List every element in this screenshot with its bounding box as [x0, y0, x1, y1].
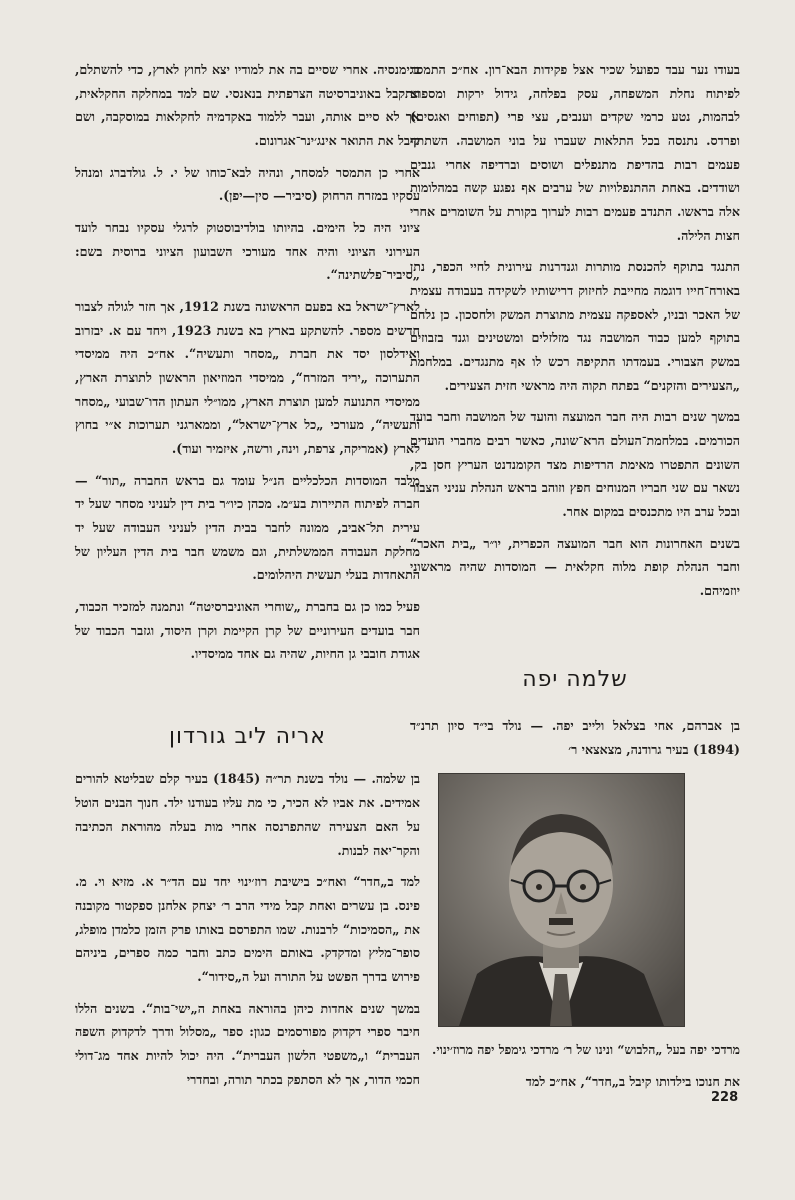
paragraph: התנגד בתוקף להכנסת מותרות וגנדרנות עירונית לחיי הכפר, נתן באורח־חייו דוגמה מחייבת לחיזוק דרישותיו לשקידה בעבודה עצמית של האכר ובניו, לאספקה עצמית מתוצרת המשק ולחסכון. כן נלחם בתוקף למען כבוד המושבה נגד מזלזלים ומשטינים וגנד בזבוזים במשק הצבורי. בעמדתו התקיפה רכש לו אף מתנגדים. במלחמת „הצעירים והזקנים“ בפתח תקוה היה מראשי חזית הצעירים.: [410, 259, 740, 393]
paragraph: למד ב„חדר“ ואח״כ בישיבת רוז׳ינוי יחד עם הד״ר א. מזיא וי. מ. פינס. בן עשרים ואחת קבל מידי הרב ר׳ יצחק אלחנן ספקטור מקובנה את „הסמיכות“ לרבנות. שמו התפרסם באותו פרק הזמן כלמדן מופלג, סופר־מליץ ומדקדק. באותם הימים כתב וחבר כמה ספרים, ביניהם פירוש בדרך הפשט על התורה ועל ה„סידור“.: [75, 874, 420, 984]
left-column: [75, 58, 420, 1099]
photo-caption: מרדכי יפה בעל „הלבוש“ ונינו של ר׳ מרדכי גימפל יפה מרוז׳ינוי.: [432, 1042, 740, 1058]
section-title-shlomo-yaffe: שלמה יפה: [522, 666, 628, 692]
paragraph: ציוני היה כל הימים. בהיותו בולדיבוסטוק לרגלי עסקיו נבחר לועד העירוני הציוני והיה אחד מעורכי השבועון הציוני ברוסית בשם: „סיביר־פלשתינה“.: [75, 220, 420, 283]
section-title-aryeh-leib-gordon: אריה ליב גורדון: [168, 724, 327, 750]
page-number: 228: [711, 1090, 739, 1105]
paragraph: בשנים האחרונות הוא חבר המועצה הכפרית, יו״ר „בית האכר“ וחבר הנהלת קופת מלוה חקלאית — המוסדות שהיה מראשוני יוזמיהם.: [410, 535, 740, 599]
paragraph: פעיל כמו כן גם בחברת „שוחרי האוניברסיטה“ ונתמנה למזכיר הכבוד, חבר בועדים העירוניים של קרן הקיימת וקרן היסוד, וגזבר הכבוד של אגודת חובבי גן החיות, שהיה גם אחד ממיסדיו.: [75, 599, 420, 662]
portrait-illustration: [439, 774, 684, 1026]
paragraph: במשך שנים רבות היה חבר המועצה והועד של המושבה וחבר בועד הכורמים. במלחמת־העולם הרא־שונה, כאשר רבים מחברי הועדים השונים התפטרו מאימת הרדיפות מצד הקומנדנט העריץ חסן בק, נשאר עם שני חבריו המנוחים חפץ וזוהב בראש הנהלת עניני הצבור ובכל ערב היו מתכנסים במקום אחר.: [410, 409, 740, 520]
paragraph: את חנוכו בילדותו קיבל ב„חדר“, אח״כ למד: [525, 1073, 740, 1089]
paragraph: מלבד המוסדות הכלכליים הנ״ל עומד גם בראש החברה „תור“ — חברה לפיתוח התיירות בע״מ. מכהן כיו״ר בית דין לעניני מסחר שעל יד עירית תל־אביב, ממונה לחבר בבית הדין לעניני העבודה שעל יד מחלקת העבודה הממשלתית, וגם משמש חבר בית הדין העליון של התאחדות בעלי תעשית היהלומים.: [75, 472, 420, 583]
paragraph: בעודו נער עבד כפועל שכיר אצל פקידות הבא־רון. אח״כ התמסר לפיתוח נחלת המשפחה, עסק בפלחה, גידול ירקות ומספוא לבהמות, נטע כרמי שקדים וענבים, עצי פרי (תפוחים ואגסים) ופרדס. נתנסה בכל התלאות שעברו על בוני המושבה. השתתף פעמים רבות בהדיפת מתנפלים ושוסים וברדיפה אחרי גנבים ושודדים. באחת ההתנפלויות של ערבים אף נפגע קשה במהלומות אלה בראשו. התנדב פעמים רבות לערוך בקורת על השומרים אחרי חצות הלילה.: [410, 62, 740, 243]
paragraph: אחרי כן התמסר למסחר, ונהיה לבא־כוחו של י. ל. גולדברג ומנהל עסקיו במזרח הרחוק (סיביר— סין—יפן).: [75, 164, 420, 204]
paragraph: במשך שנים אחדות כיהן בהוראה באחת ה„ישי־בות“. בשנים הללו חיבר ספרי דקדוק מפורסמים כגון: ספר „מסלול ודרך לדקדוק השפה העברית“ ו„משפטי הלשון העברית“. היה יכול להיות אחד מג־דולי חכמי הדור, אך לא הסתפק בכתר תורה, ובחדרי: [75, 1000, 420, 1087]
paragraph: בגימנסיה. אחרי שסיים בה את למודיו יצא לחוץ לארץ, כדי להשתלם, ונתקבל באוניברסיטה הצרפתית בנאנסי. שם למד במחלקה החקלאית, אך לא סיים אותה, ועבר ללמוד באקדמיה לחקלאות במוסקבה, ושם קיבל את התואר אינג׳ינר־אגרונום.: [75, 62, 420, 149]
right-column: [410, 58, 740, 1101]
paragraph: בן שלמה. — נולד בשנת תר״ה (1845) בעיר קלם שבליטא להורים אמידים. את אביו לא הכיר, כי מת עליו בעודנו ילד. חנוך הבנים הוטל על האם הצעירה שהתפרנסה אחרי מות בעלה מהוראת הכתיבה והקר־יאה לבנות.: [75, 771, 420, 858]
portrait-photo: [438, 773, 685, 1027]
paragraph: בן אברהם, אחי בצלאל ולייב יפה. — נולד בי״ד סיון תרנ״ד (1894) בעיר גרודנה, מצאצאי ר׳: [410, 718, 740, 757]
paragraph: לארץ־ישראל בא בפעם הראשונה בשנת 1912, אך חזר לגולה לצבור חדשים מספר. להשתקע בארץ בא בשנת 1923, ויחד עם א. יבזרוב ואידלסון יסד את חברת „מסחר ותעשיה“. אח״כ היה ממיסדי התערוכה „יריד המזרח“, ממיסדי המוזיאון הראשון לתוצרת הארץ, ממיסדי התנועה למען תוצרת הארץ, ממו״לי העתון הדו־שבועי „מסחר ותעשיה“, מעורכי „כל ארץ־ישראל“, וממארגני תערוכות א״י בחוץ לארץ (אמריקה, צרפת, וינה, ורשה, איזמיר ועוד).: [75, 299, 421, 457]
